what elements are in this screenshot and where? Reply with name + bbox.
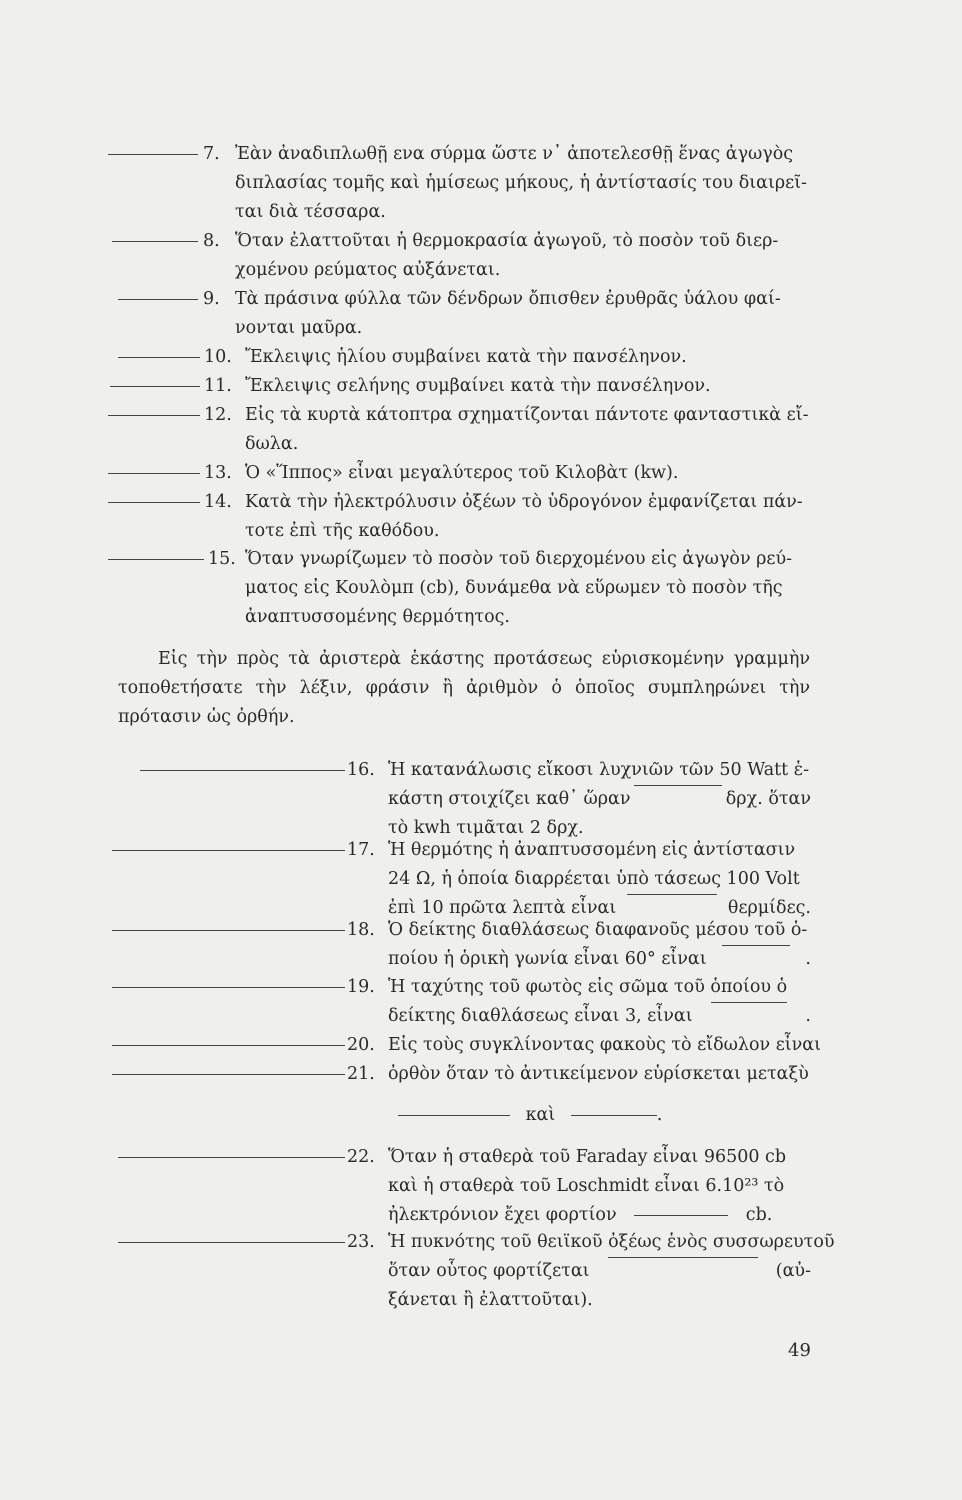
answer-blank[interactable] (108, 415, 200, 416)
item-text: Εἰς τοὺς συγκλίνοντας φακοὺς τὸ εἴδωλον εἶναι (388, 1035, 821, 1055)
item-text: Ὅταν ἐλαττοῦται ἡ θερμοκρασία ἀγωγοῦ, τὸ ποσὸν τοῦ διερ- (235, 231, 779, 251)
item-text: δείκτης διαθλάσεως εἶναι 3, εἶναι (388, 1006, 693, 1026)
answer-blank[interactable] (110, 386, 200, 387)
answer-blank[interactable] (112, 930, 345, 931)
item-text: ἐπὶ 10 πρῶτα λεπτὰ εἶναι (388, 898, 617, 918)
item-text: ξάνεται ἢ ἐλαττοῦται). (388, 1290, 593, 1310)
item-text: cb. (745, 1205, 773, 1225)
item-text: τὸ kwh τιμᾶται 2 δρχ. (388, 818, 584, 838)
item-text: Ἐὰν ἀναδιπλωθῇ ενα σύρμα ὥστε ν᾽ ἀποτελεσθῇ ἕνας ἀγωγὸς (235, 144, 794, 164)
inline-blank[interactable] (711, 1002, 787, 1031)
item-number: 22. (347, 1147, 375, 1167)
item-number: 20. (347, 1035, 375, 1055)
item-text: . (656, 1105, 663, 1125)
item-text: Ὅταν γνωρίζωμεν τὸ ποσὸν τοῦ διερχομένου εἰς ἀγωγὸν ρεύ- (245, 549, 793, 569)
item-number: 8. (203, 231, 220, 251)
page-number: 49 (788, 1340, 811, 1361)
item-text: ματος εἰς Κουλὸμπ (cb), δυνάμεθα νὰ εὕρωμεν τὸ ποσὸν τῆς (245, 578, 783, 598)
answer-blank[interactable] (108, 154, 198, 155)
item-number: 17. (347, 840, 375, 860)
item-text: καὶ (525, 1105, 556, 1125)
item-text: Ὅταν ἡ σταθερὰ τοῦ Faraday εἶναι 96500 cb (388, 1147, 787, 1167)
inline-blank[interactable] (722, 945, 790, 974)
item-text: ἀναπτυσσομένης θερμότητος. (245, 607, 510, 627)
item-number: 16. (347, 760, 375, 780)
item-text: Ἔκλειψις σελήνης συμβαίνει κατὰ τὴν πανσέληνον. (245, 376, 711, 396)
item-number: 18. (347, 920, 375, 940)
item-number: 9. (203, 289, 220, 309)
item-text: . (805, 949, 811, 969)
item-text: τοτε ἐπὶ τῆς καθόδου. (245, 521, 440, 541)
item-text: Ὁ «Ἵππος» εἶναι μεγαλύτερος τοῦ Κιλοβὰτ (kw). (245, 463, 679, 483)
item-text: Ἡ ταχύτης τοῦ φωτὸς εἰς σῶμα τοῦ ὁποίου ὁ (388, 977, 788, 997)
answer-blank[interactable] (112, 1074, 345, 1075)
item-number: 11. (204, 376, 232, 396)
item-number: 7. (203, 144, 220, 164)
item-text: διπλασίας τομῆς καὶ ἡμίσεως μήκους, ἡ ἀντίστασίς του διαιρεῖ- (235, 173, 807, 193)
item-text: Ἡ πυκνότης τοῦ θειϊκοῦ ὀξέως ἑνὸς συσσωρευτοῦ (388, 1232, 835, 1252)
answer-blank[interactable] (118, 1242, 345, 1243)
item-text: ποίου ἡ ὁρικὴ γωνία εἶναι 60° εἶναι (388, 949, 707, 969)
answer-blank[interactable] (112, 850, 345, 851)
instruction-paragraph: Εἰς τὴν πρὸς τὰ ἀριστερὰ ἑκάστης προτάσεως εὑρισκομένην γραμμὴν τοποθετήσατε τὴν λέξιν, φράσιν ἢ ἀριθμὸν ὁ ὁποῖος συμπληρώνει τὴν πρότασιν ὡς ὀρθήν. (118, 649, 810, 727)
item-text: (αὐ- (775, 1261, 811, 1281)
item-text: ὀρθὸν ὅταν τὸ ἀντικείμενον εὑρίσκεται μεταξὺ (388, 1064, 809, 1084)
item-text: δρχ. ὅταν (725, 789, 811, 809)
item-number: 15. (208, 549, 236, 569)
item-number: 19. (347, 977, 375, 997)
item-text: Τὰ πράσινα φύλλα τῶν δένδρων ὄπισθεν ἐρυθρᾶς ὑάλου φαί- (235, 289, 781, 309)
inline-blank[interactable] (608, 1257, 758, 1286)
item-text: Ἡ θερμότης ἡ ἀναπτυσσομένη εἰς ἀντίστασιν (388, 840, 796, 860)
inline-blank[interactable] (571, 1115, 657, 1116)
item-text: ται διὰ τέσσαρα. (235, 202, 386, 222)
item-text: καὶ ἡ σταθερὰ τοῦ Loschmidt εἶναι 6.10²³ τὸ (388, 1176, 785, 1196)
answer-blank[interactable] (108, 502, 200, 503)
item-text: θερμίδες. (727, 898, 811, 918)
item-text: Ἔκλειψις ἡλίου συμβαίνει κατὰ τὴν πανσέληνον. (245, 347, 687, 367)
answer-blank[interactable] (118, 357, 200, 358)
item-text: Ἡ κατανάλωσις εἴκοσι λυχνιῶν τῶν 50 Watt ἑ- (388, 760, 810, 780)
inline-blank[interactable] (634, 1215, 728, 1216)
item-text: ὅταν οὗτος φορτίζεται (388, 1261, 590, 1281)
item-text: Εἰς τὰ κυρτὰ κάτοπτρα σχηματίζονται πάντοτε φανταστικὰ εἴ- (245, 405, 809, 425)
item-text: ἠλεκτρόνιον ἔχει φορτίον (388, 1205, 617, 1225)
answer-blank[interactable] (140, 770, 345, 771)
inline-blank[interactable] (398, 1115, 510, 1116)
item-number: 23. (347, 1232, 375, 1252)
item-text: κάστη στοιχίζει καθ᾽ ὥραν (388, 789, 631, 809)
item-number: 13. (204, 463, 232, 483)
item-text: χομένου ρεύματος αὐξάνεται. (235, 260, 501, 280)
item-number: 21. (347, 1064, 375, 1084)
item-text: 24 Ω, ἡ ὁποία διαρρέεται ὑπὸ τάσεως 100 Volt (388, 869, 800, 889)
answer-blank[interactable] (112, 987, 345, 988)
item-number: 14. (204, 492, 232, 512)
item-text: . (805, 1006, 811, 1026)
item-text: Κατὰ τὴν ἠλεκτρόλυσιν ὀξέων τὸ ὑδρογόνον ἐμφανίζεται πάν- (245, 492, 803, 512)
inline-blank[interactable] (634, 785, 722, 814)
answer-blank[interactable] (118, 1157, 345, 1158)
item-text: Ὁ δείκτης διαθλάσεως διαφανοῦς μέσου τοῦ ὁ- (388, 920, 808, 940)
item-text: δωλα. (245, 434, 299, 454)
answer-blank[interactable] (112, 1045, 345, 1046)
item-text: νονται μαῦρα. (235, 318, 363, 338)
answer-blank[interactable] (112, 241, 198, 242)
answer-blank[interactable] (118, 299, 198, 300)
answer-blank[interactable] (108, 473, 200, 474)
item-number: 10. (204, 347, 232, 367)
item-number: 12. (204, 405, 232, 425)
answer-blank[interactable] (108, 559, 204, 560)
